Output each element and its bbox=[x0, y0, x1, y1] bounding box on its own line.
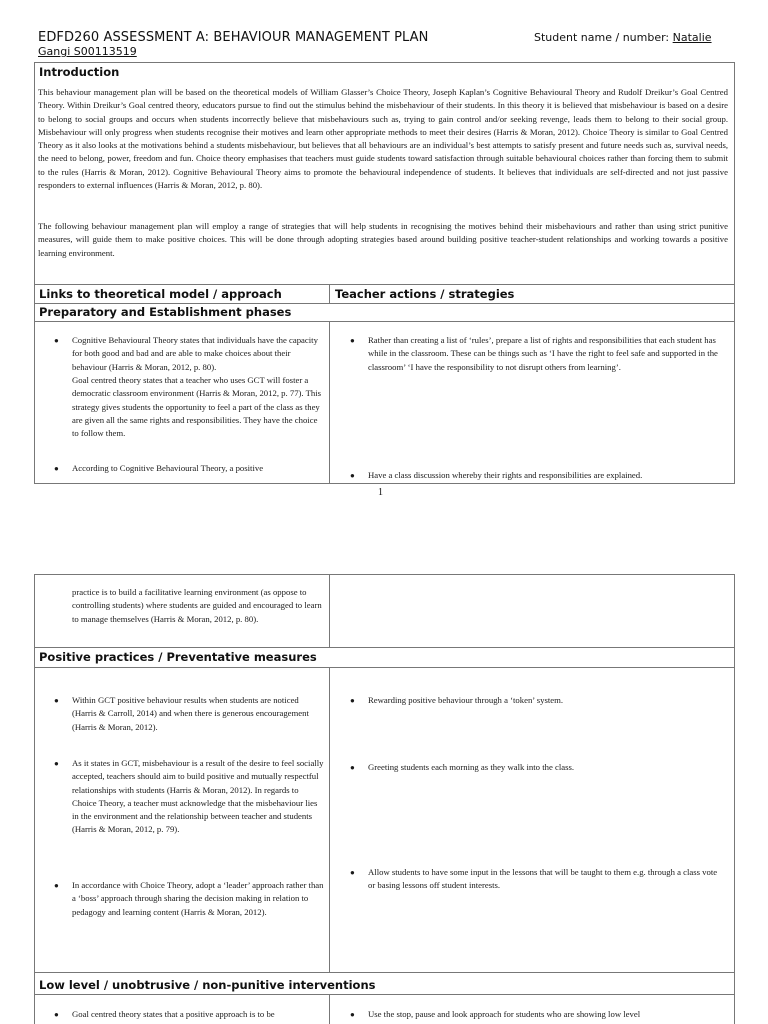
positive-right-bullet-1 bbox=[350, 694, 724, 707]
prep-left-paragraph bbox=[72, 374, 324, 440]
positive-left-bullet-1 bbox=[54, 694, 324, 734]
intro-paragraph-1: This behaviour management plan will be based on the theoretical models of William Glasser’s Choice Theory, Joseph Kaplan’s Cognitive Behavioural Theory and Rudolf Dreikur’s Goal Centred Theory. Within Dreikur’s Goal centred theory, educators pursue to find out the stimulus behind the misbehaviour of their students. In this theory it is believed that misbehaviour is based on a desire to belong to social groups and occurs when students incorrectly believe that misbehaviours such as, trying to gain control and/or seeking revenge, leads them to belong to their social group. Misbehaviour will only progress when students recognise their motives and learn other appropriate methods to meet their desires (Harris & Moran, 2012). Choice Theory is similar to Goal Centred Theory as it also looks at the motivations behind a students misbehaviour, but believes that all behaviours are an individual’s best attempts to satisfy present and future needs such as, survival needs, the need to belong, power, freedom and fun. Choice theory emphasises that teachers must guide students toward satisfaction through suitable behavioural choices rather than forcing them to submit to the rules (Harris & Moran, 2012). Cognitive Behavioural Theory aims to promote the behavioural independence of students. It believes that individuals are self-directed and not just passive responders to external influences (Harris & Moran, 2012, p. 80). bbox=[38, 87, 728, 191]
divider-positive-body bbox=[34, 667, 735, 668]
prep-right-bullet-2-text: Have a class discussion whereby their rights and responsibilities are explained. bbox=[368, 470, 643, 480]
lowlevel-right-bullet-1 bbox=[350, 1008, 724, 1021]
positive-heading: Positive practices / Preventative measures bbox=[39, 650, 317, 664]
prep-heading: Preparatory and Establishment phases bbox=[39, 305, 292, 319]
intro-heading: Introduction bbox=[39, 65, 120, 79]
student-id: Gangi S00113519 bbox=[38, 45, 137, 58]
lowlevel-right-bullet-1-text: Use the stop, pause and look approach for students who are showing low level bbox=[368, 1009, 641, 1019]
prep-left-paragraph-text: Goal centred theory states that a teacher who uses GCT will foster a democratic classroom environment (Harris & Moran, 2012, p. 77). This strategy gives students the opportunity to feel a part of the class as they are given all the same rights and responsibilities. They have the choice to follow them. bbox=[72, 375, 322, 439]
positive-left-bullet-2-text: As it states in GCT, misbehaviour is a result of the desire to feel socially accepted, teachers should aim to build positive and mutually respectful relationships with students (Harris & Moran, 2012). In regards to Choice Theory, a teacher must acknowledge that the misbehaviour lies in the environment and the relationship between teacher and students (Harris & Moran, 2012, p. 79). bbox=[72, 758, 324, 835]
prep-left-bullet-1-text: Cognitive Behavioural Theory states that individuals have the capacity for both good and bad and are able to make choices about their behaviour (Harris & Moran, 2012, p. 80). bbox=[72, 335, 318, 372]
prep-left-continuation bbox=[72, 586, 324, 626]
bullet-icon: ● bbox=[54, 1010, 59, 1019]
prep-left-bullet-2-text: According to Cognitive Behavioural Theory, a positive bbox=[72, 463, 264, 473]
bullet-icon: ● bbox=[350, 763, 355, 772]
prep-left-continuation-text: practice is to build a facilitative learning environment (as oppose to controlling students) where students are guided and encouraged to learn to manage themselves (Harris & Moran, 2012, p. 80). bbox=[72, 587, 322, 624]
positive-right-bullet-1-text: Rewarding positive behaviour through a ‘token’ system. bbox=[368, 695, 564, 705]
bullet-icon: ● bbox=[350, 1010, 355, 1019]
column-header-left: Links to theoretical model / approach bbox=[39, 287, 282, 301]
positive-left-bullet-1-text: Within GCT positive behaviour results when students are noticed (Harris & Carroll, 2014) and when there is generous encouragement (Harris & Moran, 2012). bbox=[72, 695, 309, 732]
column-divider-cont bbox=[329, 574, 330, 647]
divider-prep-body bbox=[34, 321, 735, 322]
bullet-icon: ● bbox=[350, 868, 355, 877]
column-divider-header bbox=[329, 284, 330, 303]
bullet-icon: ● bbox=[54, 336, 59, 345]
bullet-icon: ● bbox=[54, 464, 59, 473]
divider-lowlevel-body bbox=[34, 994, 735, 995]
positive-left-bullet-2 bbox=[54, 757, 324, 837]
prep-left-bullet-1 bbox=[54, 334, 324, 374]
prep-right-bullet-2 bbox=[350, 469, 724, 482]
column-divider-lowlevel bbox=[329, 994, 330, 1024]
column-header-right: Teacher actions / strategies bbox=[335, 287, 515, 301]
bullet-icon: ● bbox=[54, 759, 59, 768]
bullet-icon: ● bbox=[54, 696, 59, 705]
student-name: Natalie bbox=[672, 31, 712, 44]
page-number: 1 bbox=[378, 487, 383, 498]
lowlevel-left-bullet-1-text: Goal centred theory states that a positive approach is to be bbox=[72, 1009, 275, 1019]
student-label-text: Student name / number: bbox=[534, 31, 673, 44]
column-divider-positive bbox=[329, 667, 330, 972]
bullet-icon: ● bbox=[54, 881, 59, 890]
divider-positive-lowlevel bbox=[34, 972, 735, 973]
positive-right-bullet-2-text: Greeting students each morning as they walk into the class. bbox=[368, 762, 575, 772]
document-title: EDFD260 ASSESSMENT A: BEHAVIOUR MANAGEMENT PLAN bbox=[38, 30, 429, 45]
positive-right-bullet-2 bbox=[350, 761, 724, 774]
prep-left-bullet-2 bbox=[54, 462, 324, 475]
lowlevel-heading: Low level / unobtrusive / non-punitive interventions bbox=[39, 978, 376, 992]
divider-intro-columns bbox=[34, 284, 735, 285]
bullet-icon: ● bbox=[350, 471, 355, 480]
bullet-icon: ● bbox=[350, 696, 355, 705]
student-name-label bbox=[534, 31, 712, 45]
column-divider-prep bbox=[329, 321, 330, 484]
positive-left-bullet-3-text: In accordance with Choice Theory, adopt a ‘leader’ approach rather than a ‘boss’ approach through sharing the decision making in relation to pedagogy and learning content (Harris & Moran, 2012). bbox=[72, 880, 324, 917]
positive-right-bullet-3-text: Allow students to have some input in the lessons that will be taught to them e.g. through a class vote or basing lessons off student interests. bbox=[368, 867, 718, 891]
lowlevel-left-bullet-1 bbox=[54, 1008, 324, 1021]
prep-right-bullet-1-text: Rather than creating a list of ‘rules’, prepare a list of rights and responsibilities that each student has while in the classroom. These can be things such as ‘I have the right to feel safe and supported in the classroom’ ‘I have the responsibility to not disrupt others from learning’. bbox=[368, 335, 718, 372]
positive-left-bullet-3 bbox=[54, 879, 324, 919]
intro-paragraph-2: The following behaviour management plan will employ a range of strategies that will help students in recognising the motives behind their misbehaviours and rather than using strict punitive measures, will guide them to make positive choices. This will be done through adopting strategies based around building positive teacher-student relationships and working towards a positive learning environment. bbox=[38, 221, 728, 258]
prep-right-bullet-1 bbox=[350, 334, 724, 374]
bullet-icon: ● bbox=[350, 336, 355, 345]
divider-columns-prep bbox=[34, 303, 735, 304]
document-header bbox=[38, 30, 738, 60]
divider-cont-positive bbox=[34, 647, 735, 648]
positive-right-bullet-3 bbox=[350, 866, 724, 893]
